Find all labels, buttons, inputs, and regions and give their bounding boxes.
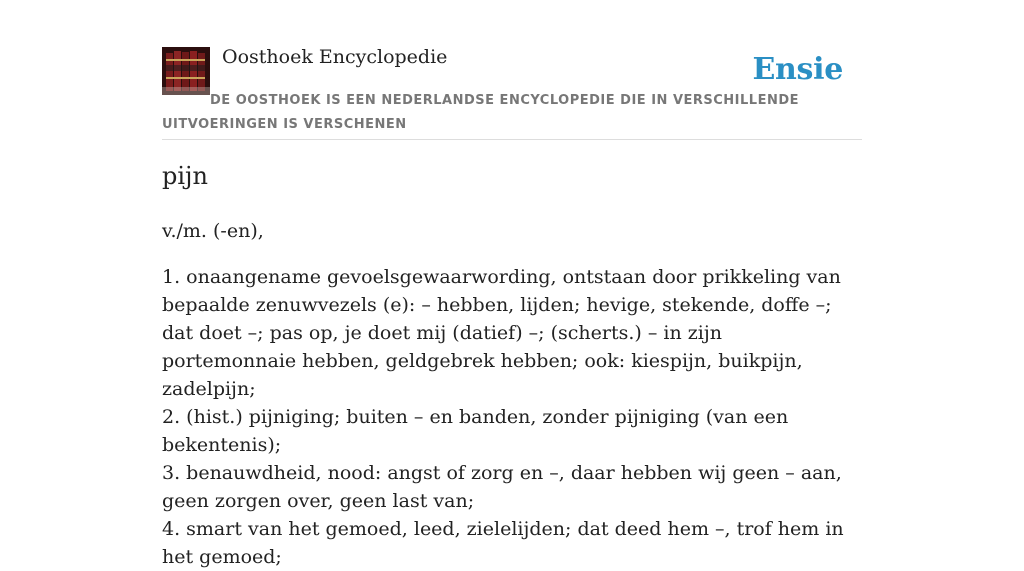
source-tagline: DE OOSTHOEK IS EEN NEDERLANDSE ENCYCLOPEDIE DIE IN VERSCHILLENDE UITVOERINGEN IS VERSCHENEN [162,93,800,132]
book-spines-icon [162,47,210,95]
definition-sense: 1. onaangename gevoelsgewaarwording, ontstaan door prikkeling van bepaalde zenuwvezels (e): – hebben, lijden; hevige, stekende, doffe –; dat doet –; pas op, je doet mij (datief) –; (scherts.) – in zijn portemonnaie hebben, geldgebrek hebben; ook: kiespijn, buikpijn, zadelpijn; [162,266,841,400]
ensie-logo[interactable]: Ensie [752,52,843,87]
page-container [162,0,862,568]
definition-sense: 4. smart van het gemoed, leed, zielelijden; dat deed hem –, trof hem in het gemoed; [162,518,844,568]
entry-grammar: v./m. (-en), [162,220,264,242]
entry-definitions [162,263,862,571]
definition-sense: 3. benauwdheid, nood: angst of zorg en –, daar hebben wij geen – aan, geen zorgen over, geen last van; [162,462,842,512]
source-avatar[interactable] [162,47,210,95]
source-header [162,0,862,140]
definition-sense: 2. (hist.) pijniging; buiten – en banden, zonder pijniging (van een bekentenis); [162,406,789,456]
source-title[interactable]: Oosthoek Encyclopedie [222,46,448,68]
entry-headword: pijn [162,162,208,190]
